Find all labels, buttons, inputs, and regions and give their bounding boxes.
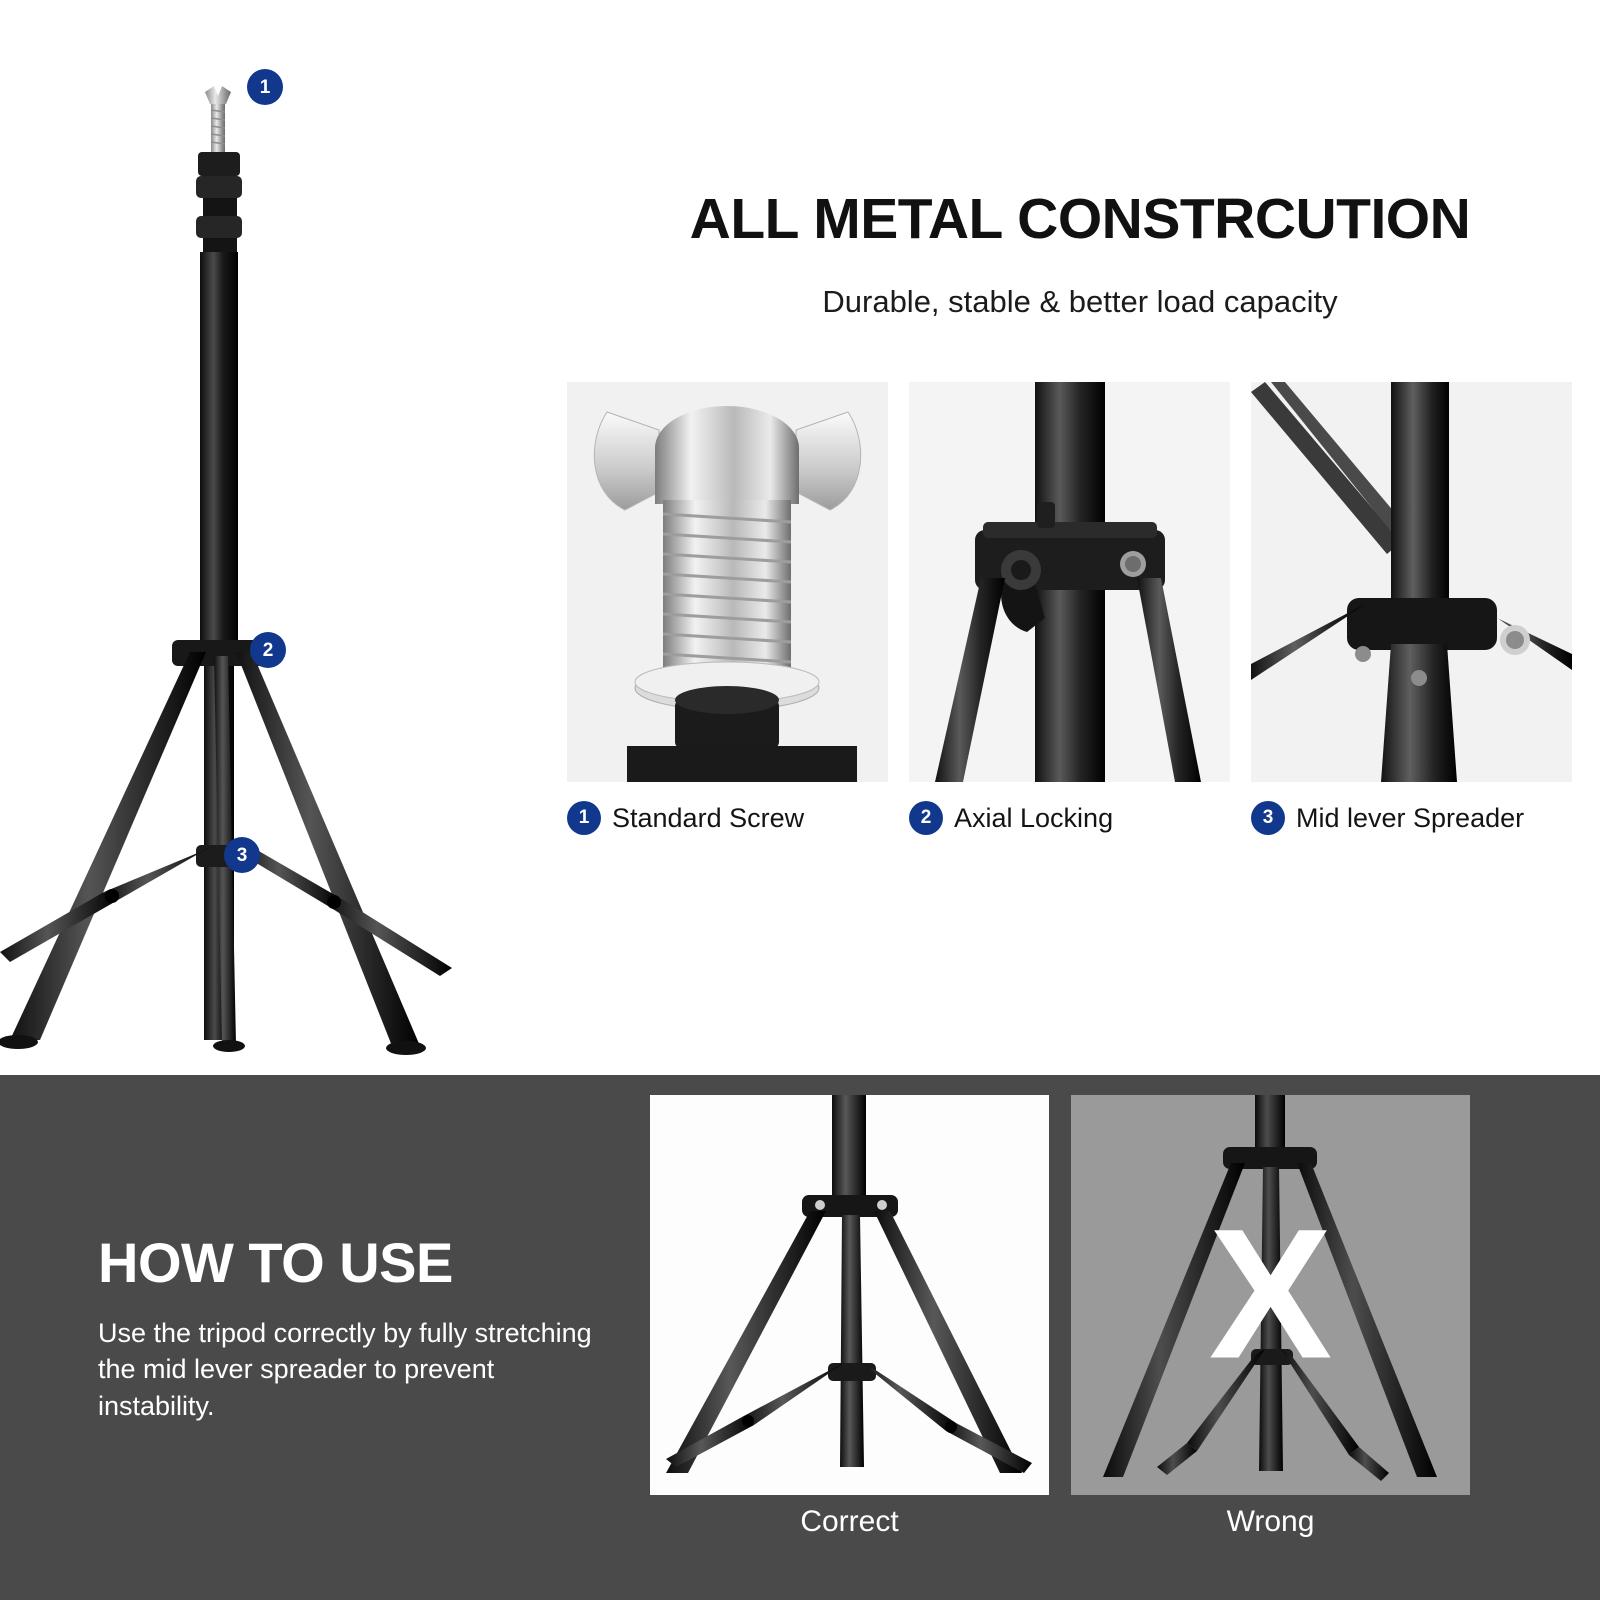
how-to-use-body: Use the tripod correctly by fully stretching the mid lever spreader to prevent instability. xyxy=(98,1318,592,1421)
page-subtitle: Durable, stable & better load capacity xyxy=(822,284,1338,319)
feature-card-axial-locking xyxy=(909,382,1230,782)
feature-card-standard-screw xyxy=(567,382,888,782)
feature-label-row xyxy=(567,793,1572,843)
comparison-label-correct: Correct xyxy=(800,1505,899,1538)
feature-label-axial-locking xyxy=(909,793,1230,843)
feature-badge-3: 3 xyxy=(1251,801,1285,835)
feature-badge-1: 1 xyxy=(567,801,601,835)
hero-tripod-image xyxy=(0,0,560,1075)
how-to-use-title: HOW TO USE xyxy=(98,1231,453,1294)
feature-badge-2: 2 xyxy=(909,801,943,835)
comparison-card-correct xyxy=(650,1095,1049,1495)
feature-label-text-1: Standard Screw xyxy=(612,802,805,833)
page-title: ALL METAL CONSTRCUTION xyxy=(689,187,1471,251)
hero-callout-2: 2 xyxy=(250,632,286,668)
wrong-x-mark: X xyxy=(1208,1191,1333,1398)
comparison-image-row xyxy=(650,1095,1470,1495)
how-to-use-section xyxy=(0,1075,1600,1600)
feature-label-standard-screw xyxy=(567,793,888,843)
feature-image-row xyxy=(567,382,1572,782)
feature-label-text-2: Axial Locking xyxy=(954,802,1114,833)
feature-label-text-3: Mid lever Spreader xyxy=(1296,802,1525,833)
hero-callout-1: 1 xyxy=(247,69,283,105)
feature-label-mid-lever-spreader xyxy=(1251,793,1572,843)
comparison-card-wrong xyxy=(1071,1095,1470,1495)
comparison-label-row xyxy=(650,1505,1470,1555)
feature-card-mid-lever-spreader xyxy=(1251,382,1572,782)
hero-callout-3: 3 xyxy=(224,837,260,873)
comparison-label-wrong: Wrong xyxy=(1226,1505,1315,1538)
